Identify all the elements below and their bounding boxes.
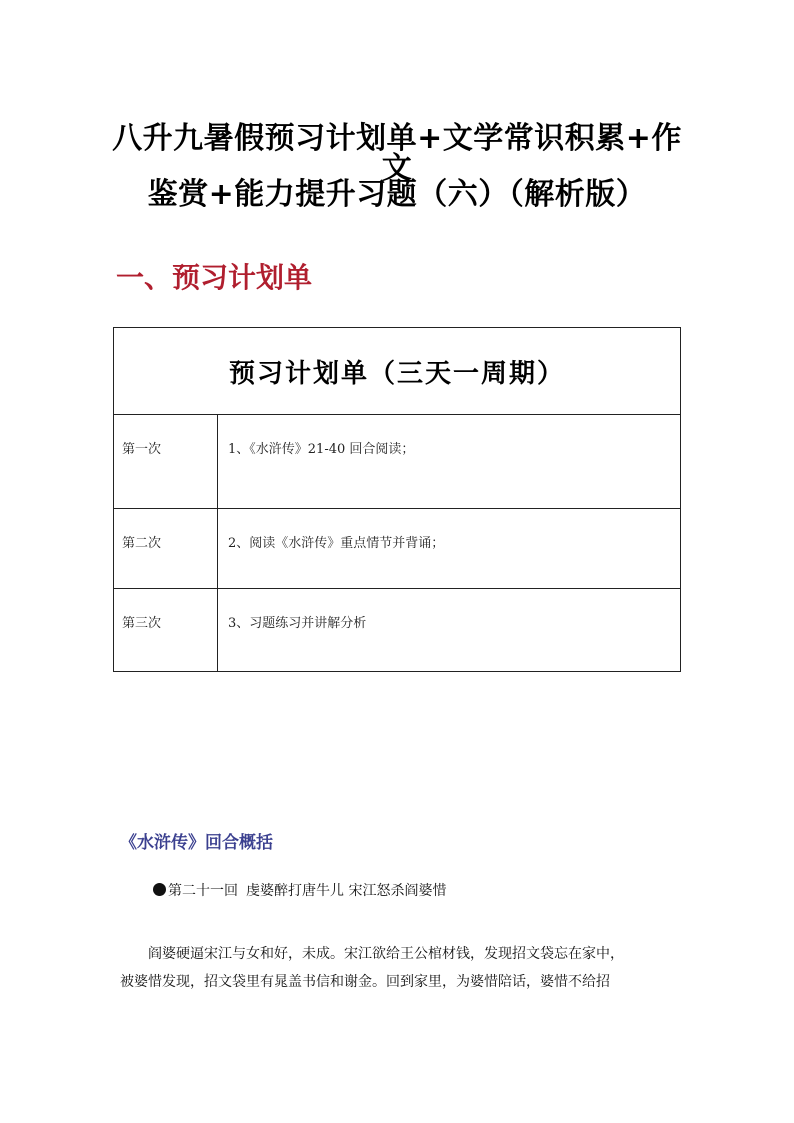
row-label: 第一次	[122, 442, 162, 457]
table-row	[114, 509, 681, 589]
document-title-line-2: 鉴赏+能力提升习题（六）（解析版）	[147, 177, 647, 212]
chapter-summary-heading: 《水浒传》回合概括	[120, 833, 273, 853]
table-cell-label	[114, 415, 218, 509]
study-plan-table	[113, 327, 681, 672]
table-row	[114, 415, 681, 509]
document-title-line-1: 八升九暑假预习计划单+文学常识积累+作文	[112, 121, 682, 186]
bullet-icon	[153, 883, 166, 896]
table-header-row	[114, 328, 681, 415]
row-label: 第二次	[122, 536, 162, 551]
table-cell-label	[114, 589, 218, 672]
chapter-heading	[153, 882, 446, 900]
table-cell-content	[218, 415, 681, 509]
row-content: 1、《水浒传》21-40 回合阅读；	[228, 442, 415, 457]
table-row	[114, 589, 681, 672]
chapter-number: 第二十一回	[168, 883, 238, 899]
paragraph-line: 阎婆硬逼宋江与女和好，未成。宋江欲给王公棺材钱，发现招文袋忘在家中，	[148, 946, 624, 962]
row-content: 2、阅读《水浒传》重点情节并背诵；	[228, 536, 445, 551]
row-content: 3、习题练习并讲解分析	[228, 616, 367, 631]
table-cell-content	[218, 509, 681, 589]
paragraph-line: 被婆惜发现，招文袋里有晁盖书信和谢金。回到家里，为婆惜陪话，婆惜不给招	[120, 974, 610, 990]
section-heading-study-plan: 一、预习计划单	[116, 261, 313, 294]
table-header: 预习计划单（三天一周期）	[114, 328, 681, 415]
table-cell-label	[114, 509, 218, 589]
row-label: 第三次	[122, 616, 162, 631]
table-cell-content	[218, 589, 681, 672]
chapter-title: 虔婆醉打唐牛儿 宋江怒杀阎婆惜	[246, 883, 447, 899]
